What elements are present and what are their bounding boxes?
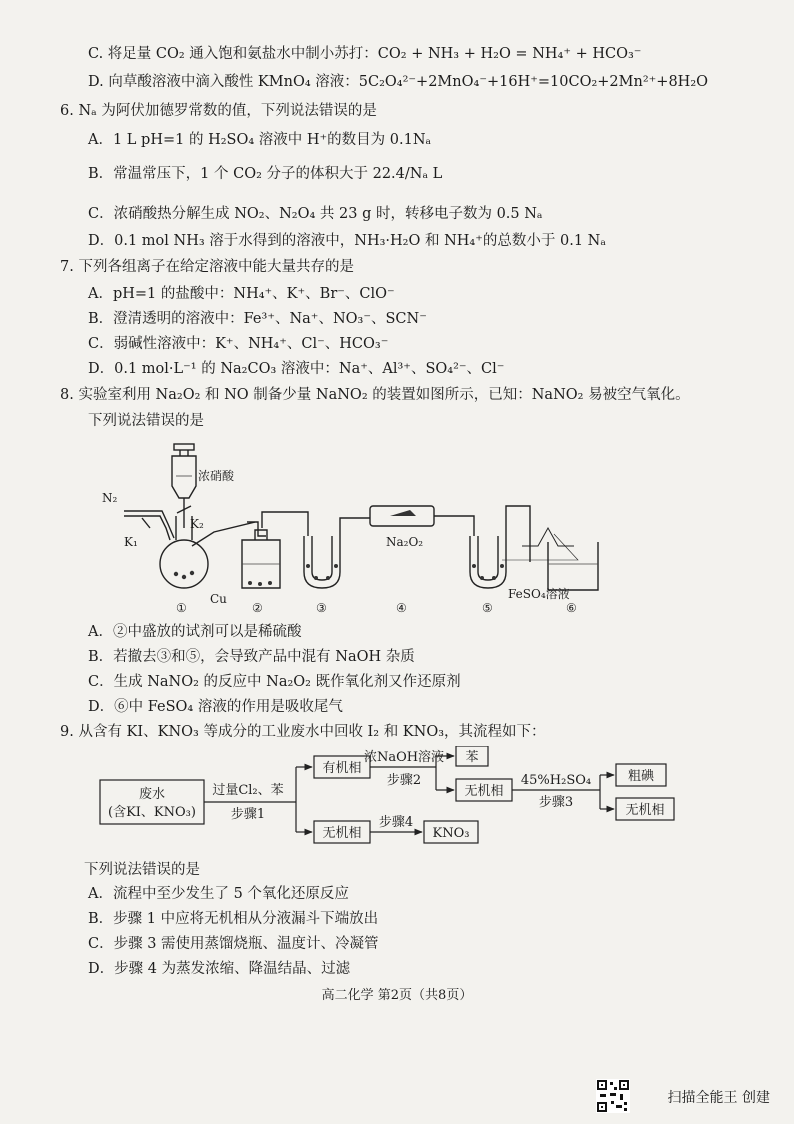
q9-stem: 9. 从含有 KI、KNO₃ 等成分的工业废水中回收 I₂ 和 KNO₃，其流程如下： <box>60 724 546 740</box>
flow-step4-label: 步骤4 <box>378 815 414 830</box>
flow-naoh-reagent: 浓NaOH溶液 <box>363 750 445 765</box>
label-na2o2: Na₂O₂ <box>386 535 424 549</box>
flow-step1-label: 步骤1 <box>230 807 266 822</box>
flow-waste-contents: (含KI、KNO₃) <box>108 805 196 820</box>
q8-option-d: D．⑥中 FeSO₄ 溶液的作用是吸收尾气 <box>88 699 343 715</box>
flow-waste-water: 废水 <box>138 787 166 802</box>
label-apparatus-2: ② <box>252 601 263 615</box>
q7-option-c: C．弱碱性溶液中：K⁺、NH₄⁺、Cl⁻、HCO₃⁻ <box>88 336 389 352</box>
label-apparatus-1: ① <box>176 601 187 615</box>
q8-option-b: B．若撤去③和⑤，会导致产品中混有 NaOH 杂质 <box>88 649 415 665</box>
flow-benzene: 苯 <box>465 750 479 765</box>
label-concentrated-nitric-acid: 浓硝酸 <box>198 469 235 483</box>
label-n2: N₂ <box>102 491 118 505</box>
q7-stem: 7. 下列各组离子在给定溶液中能大量共存的是 <box>60 259 354 275</box>
apparatus-diagram <box>90 436 610 620</box>
flow-step1-reagent: 过量Cl₂、苯 <box>212 783 284 798</box>
label-cu: Cu <box>210 592 227 606</box>
q5-option-d: D. 向草酸溶液中滴入酸性 KMnO₄ 溶液：5C₂O₄²⁻+2MnO₄⁻+16H⁺=10CO₂+2Mn²⁺+8H₂O <box>88 74 709 90</box>
qr-code-icon <box>596 1079 630 1113</box>
q6-option-d: D．0.1 mol NH₃ 溶于水得到的溶液中，NH₃·H₂O 和 NH₄⁺的总数小于 0.1 Nₐ <box>88 233 606 249</box>
q9-option-a: A．流程中至少发生了 5 个氧化还原反应 <box>88 886 349 902</box>
label-apparatus-3: ③ <box>316 601 327 615</box>
label-apparatus-6: ⑥ <box>566 601 577 615</box>
flow-crude-iodine: 粗碘 <box>627 769 655 784</box>
flow-inorganic-phase-3: 无机相 <box>625 803 665 818</box>
q6-stem: 6. Nₐ 为阿伏加德罗常数的值，下列说法错误的是 <box>60 103 377 119</box>
flow-organic-phase: 有机相 <box>322 761 362 776</box>
flow-inorganic-phase-1: 无机相 <box>322 826 362 841</box>
q6-option-a: A．1 L pH=1 的 H₂SO₄ 溶液中 H⁺的数目为 0.1Nₐ <box>88 132 432 148</box>
flow-kno3: KNO₃ <box>432 826 470 841</box>
flow-inorganic-phase-2: 无机相 <box>464 784 504 799</box>
q6-option-b: B．常温常压下，1 个 CO₂ 分子的体积大于 22.4/Nₐ L <box>88 166 443 182</box>
label-k1: K₁ <box>124 535 138 549</box>
q9-stem-cont: 下列说法错误的是 <box>84 862 200 878</box>
flow-step2-label: 步骤2 <box>386 773 422 788</box>
q7-option-a: A．pH=1 的盐酸中：NH₄⁺、K⁺、Br⁻、ClO⁻ <box>88 286 395 302</box>
flowchart-diagram <box>96 746 686 852</box>
flow-step3-label: 步骤3 <box>538 795 574 810</box>
label-feso4-solution: FeSO₄溶液 <box>508 587 570 601</box>
q8-option-a: A．②中盛放的试剂可以是稀硫酸 <box>88 624 302 640</box>
label-apparatus-4: ④ <box>396 601 407 615</box>
q8-option-c: C．生成 NaNO₂ 的反应中 Na₂O₂ 既作氧化剂又作还原剂 <box>88 674 461 690</box>
q8-stem-cont: 下列说法错误的是 <box>88 413 204 429</box>
page-footer: 高二化学 第2页（共8页） <box>321 988 473 1003</box>
scanner-brand-text: 扫描全能王 创建 <box>667 1090 770 1106</box>
q9-option-c: C．步骤 3 需使用蒸馏烧瓶、温度计、冷凝管 <box>88 936 379 952</box>
label-k2: K₂ <box>190 517 204 531</box>
q9-option-d: D．步骤 4 为蒸发浓缩、降温结晶、过滤 <box>88 961 351 977</box>
q9-option-b: B．步骤 1 中应将无机相从分液漏斗下端放出 <box>88 911 379 927</box>
label-apparatus-5: ⑤ <box>482 601 493 615</box>
q5-option-c: C. 将足量 CO₂ 通入饱和氨盐水中制小苏打：CO₂ + NH₃ + H₂O = NH₄⁺ + HCO₃⁻ <box>88 46 642 62</box>
q7-option-b: B．澄清透明的溶液中：Fe³⁺、Na⁺、NO₃⁻、SCN⁻ <box>88 311 427 327</box>
q6-option-c: C．浓硝酸热分解生成 NO₂、N₂O₄ 共 23 g 时，转移电子数为 0.5 Nₐ <box>88 206 543 222</box>
q8-stem: 8. 实验室利用 Na₂O₂ 和 NO 制备少量 NaNO₂ 的装置如图所示，已知：NaNO₂ 易被空气氧化。 <box>60 387 690 403</box>
flow-h2so4-reagent: 45%H₂SO₄ <box>520 773 592 788</box>
q7-option-d: D．0.1 mol·L⁻¹ 的 Na₂CO₃ 溶液中：Na⁺、Al³⁺、SO₄²⁻、Cl⁻ <box>88 361 505 377</box>
